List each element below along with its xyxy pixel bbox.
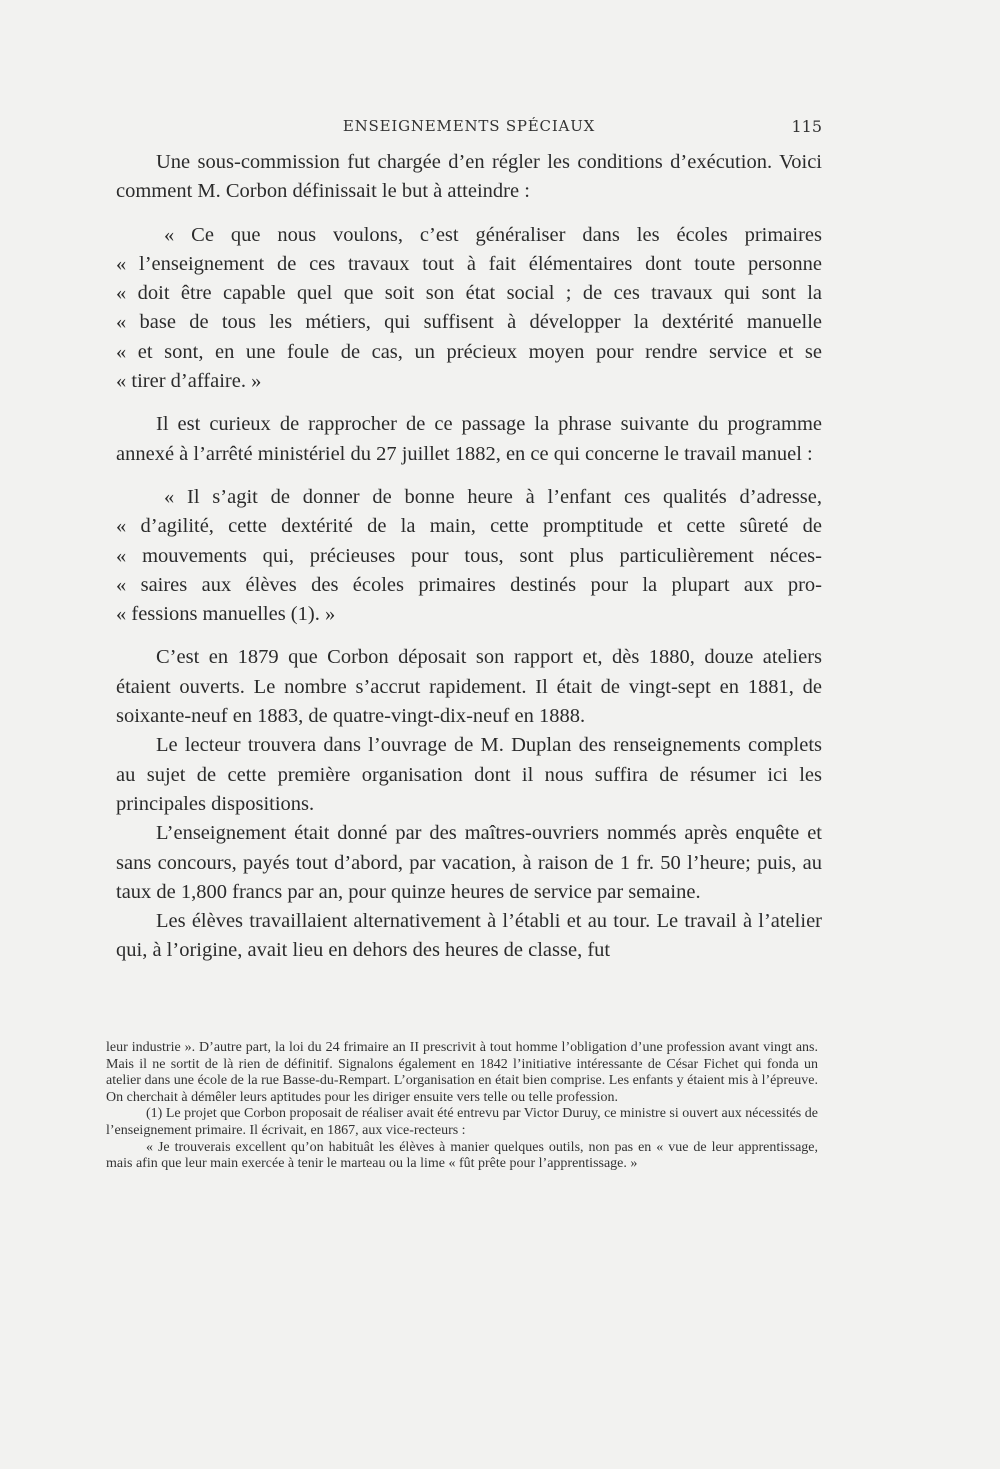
quote-line: « mouvements qui, précieuses pour tous, sont plus particulièrement néces- <box>116 544 822 567</box>
quote-line: « et sont, en une foule de cas, un précieux moyen pour rendre service et se <box>116 340 822 363</box>
paragraph-6: Les élèves travaillaient alternativement à l’établi et au tour. Le travail à l’atelier qui, à l’origine, avait lieu en dehors des heures de classe, fut <box>116 910 822 962</box>
paragraph-1: Une sous-commission fut chargée d’en régler les conditions d’exécution. Voici comment M. Corbon définissait le but à atteindre : <box>116 151 822 203</box>
quote-line: « l’enseignement de ces travaux tout à fait élémentaires dont toute personne <box>116 252 822 275</box>
quote-line: « fessions manuelles (1). » <box>116 603 336 626</box>
page-number: 115 <box>791 117 822 136</box>
quote-programme <box>116 483 822 629</box>
paragraph-2: Il est curieux de rapprocher de ce passage la phrase suivante du programme annexé à l’arrêté ministériel du 27 juillet 1882, en ce qui concerne le travail manuel : <box>116 413 822 465</box>
quote-line: « doit être capable quel que soit son état social ; de ces travaux qui sont la <box>116 282 822 305</box>
quote-line: « tirer d’affaire. » <box>116 370 262 393</box>
page-header <box>116 117 822 141</box>
footnotes <box>106 1040 818 1173</box>
quote-line: « Ce que nous voulons, c’est généraliser dans les écoles primaires <box>164 223 822 246</box>
quote-line: « Il s’agit de donner de bonne heure à l’enfant ces qualités d’adresse, <box>164 485 822 508</box>
paragraph-5: L’enseignement était donné par des maîtres-ouvriers nommés après enquête et sans concours, payés tout d’abord, par vacation, à raison de 1 fr. 50 l’heure; puis, au taux de 1,800 francs par an, pour quinze heures de service par semaine. <box>116 822 822 903</box>
paragraph-4: Le lecteur trouvera dans l’ouvrage de M. Duplan des renseignements complets au sujet de cette première organisation dont il nous suffira de résumer ici les principales dispositions. <box>116 734 822 815</box>
footnote-continuation: leur industrie ». D’autre part, la loi du 24 frimaire an II prescrivit à tout homme l’obligation d’une profession avant vingt ans. Mais il ne sortit de là rien de définitif. Signalons également en 1842 l’initiative intéressante de César Fichet qui fonda un atelier dans une école de la rue Basse-du-Rempart. L’organisation en était bien comprise. Les enfants y étaient mis à l’épreuve. On cherchait à démêler leurs aptitudes pour les diriger ensuite vers telle ou telle profession. <box>106 1040 818 1105</box>
running-title: ENSEIGNEMENTS SPÉCIAUX <box>342 117 596 135</box>
footnote-1: (1) Le projet que Corbon proposait de réaliser avait été entrevu par Victor Duruy, ce ministre si ouvert aux nécessités de l’enseignement primaire. Il écrivait, en 1867, aux vice-recteurs : <box>106 1106 818 1138</box>
quote-line: « base de tous les métiers, qui suffisent à développer la dextérité manuelle <box>116 311 822 334</box>
quote-corbon <box>116 221 822 397</box>
paragraph-3: C’est en 1879 que Corbon déposait son rapport et, dès 1880, douze ateliers étaient ouverts. Le nombre s’accrut rapidement. Il était de vingt-sept en 1881, de soixante-neuf en 1883, de quatre-vingt-dix-neuf en 1888. <box>116 646 822 728</box>
footnote-1-quote: « Je trouverais excellent qu’on habituât les élèves à manier quelques outils, non pas en « vue de leur apprentissage, mais afin que leur main exercée à tenir le marteau ou la lime « fût prête pour l’apprentissage. » <box>106 1139 818 1172</box>
quote-line: « d’agilité, cette dextérité de la main, cette promptitude et cette sûreté de <box>116 515 822 538</box>
quote-line: « saires aux élèves des écoles primaires destinés pour la plupart aux pro- <box>116 573 822 596</box>
main-text <box>116 148 822 966</box>
